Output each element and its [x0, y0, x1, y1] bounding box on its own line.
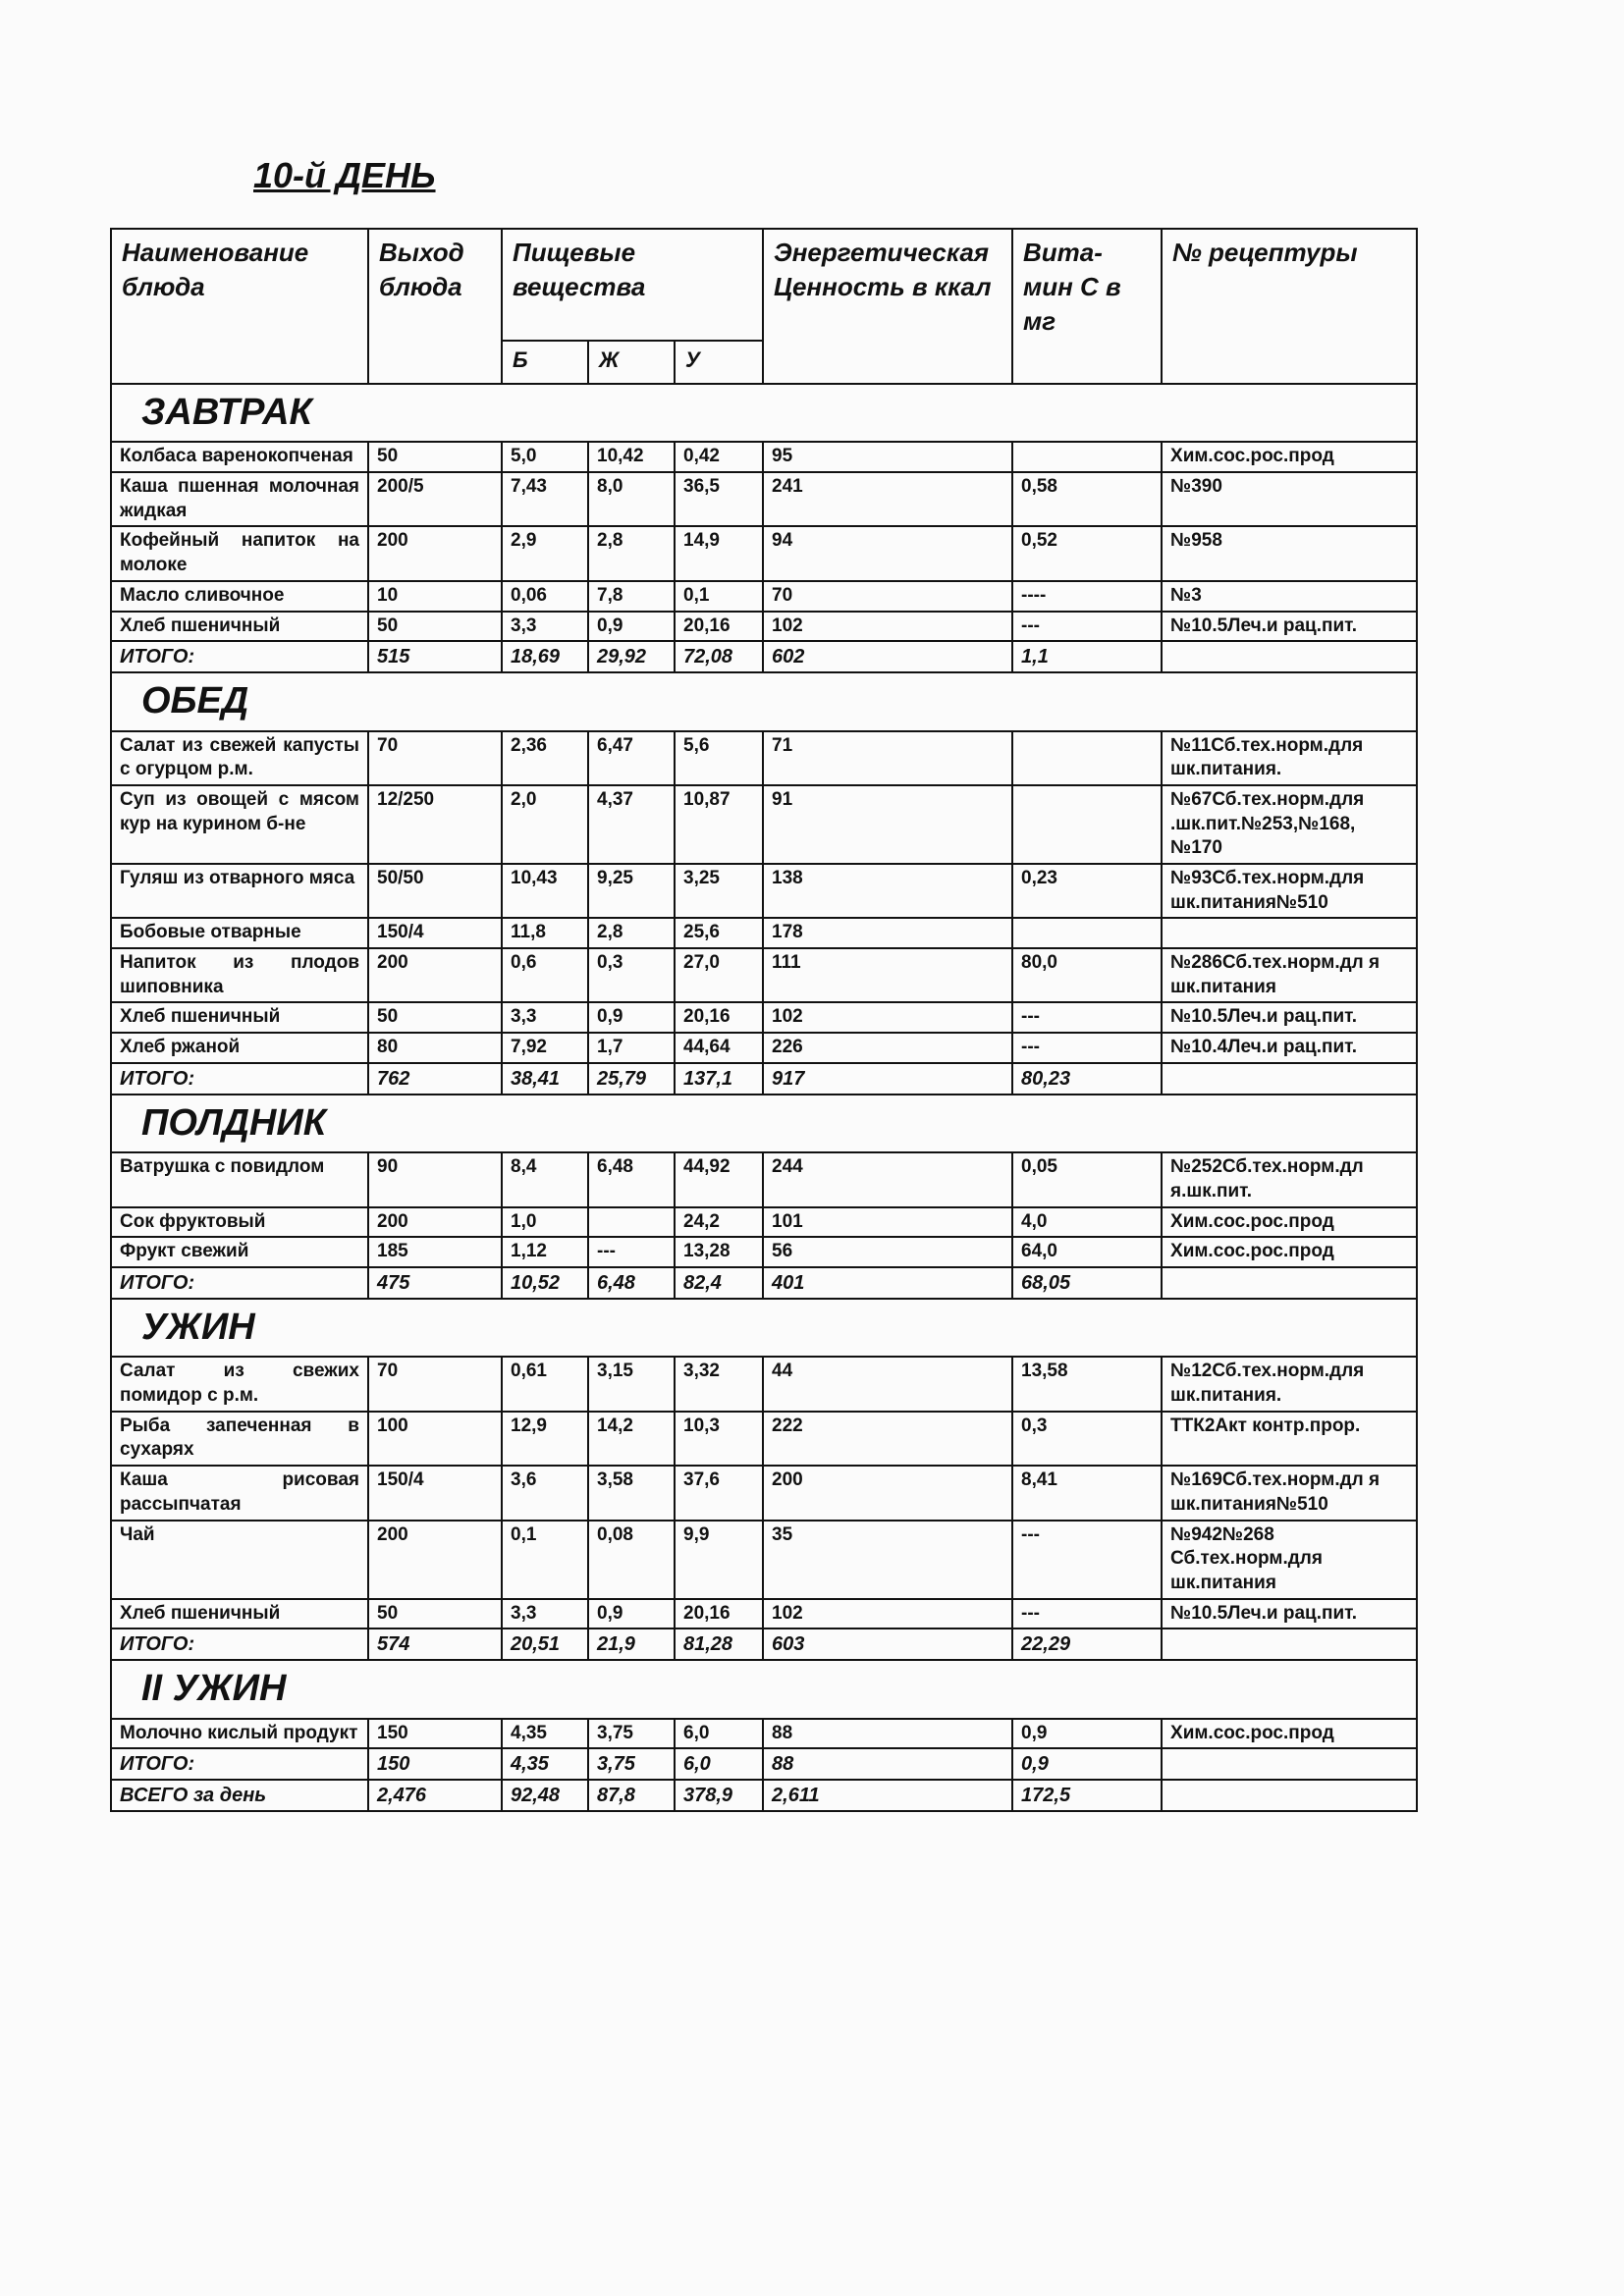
vitamin-c-value: ---: [1012, 1033, 1162, 1063]
dish-output: 50: [368, 612, 502, 642]
dish-output: 50: [368, 1599, 502, 1629]
protein-value: 0,61: [502, 1357, 588, 1411]
recipe-number: [1162, 1267, 1417, 1299]
protein-value: 3,3: [502, 1599, 588, 1629]
protein-value: 12,9: [502, 1412, 588, 1466]
carb-value: 24,2: [675, 1207, 763, 1238]
fat-value: 6,47: [588, 731, 675, 785]
dish-output: 50: [368, 1002, 502, 1033]
carb-value: 5,6: [675, 731, 763, 785]
recipe-number: [1162, 1063, 1417, 1095]
protein-value: 38,41: [502, 1063, 588, 1095]
protein-value: 7,92: [502, 1033, 588, 1063]
vitamin-c-value: 0,3: [1012, 1412, 1162, 1466]
table-row: [111, 731, 1417, 785]
fat-value: 0,3: [588, 948, 675, 1002]
fat-value: 87,8: [588, 1780, 675, 1811]
energy-value: 88: [763, 1719, 1012, 1749]
table-row: [111, 1237, 1417, 1267]
energy-value: 2,611: [763, 1780, 1012, 1811]
table-row: [111, 1719, 1417, 1749]
carb-value: 3,32: [675, 1357, 763, 1411]
carb-value: 10,3: [675, 1412, 763, 1466]
carb-value: 37,6: [675, 1466, 763, 1520]
vitamin-c-value: ---: [1012, 1002, 1162, 1033]
dish-name: Хлеб ржаной: [111, 1033, 368, 1063]
dish-output: 150: [368, 1719, 502, 1749]
dish-name: Хлеб пшеничный: [111, 612, 368, 642]
table-row: [111, 526, 1417, 580]
fat-value: 21,9: [588, 1629, 675, 1660]
dish-name: Салат из свежих помидор с р.м.: [111, 1357, 368, 1411]
grand-total-row: [111, 1780, 1417, 1811]
dish-name: Фрукт свежий: [111, 1237, 368, 1267]
energy-value: 95: [763, 442, 1012, 472]
table-row: [111, 1521, 1417, 1599]
energy-value: 71: [763, 731, 1012, 785]
table-row: [111, 1207, 1417, 1238]
total-row: [111, 1748, 1417, 1780]
menu-table: [110, 228, 1418, 1812]
energy-value: 94: [763, 526, 1012, 580]
fat-value: 3,15: [588, 1357, 675, 1411]
header-nutrients: Пищевые вещества: [502, 229, 763, 341]
vitamin-c-value: [1012, 442, 1162, 472]
energy-value: 91: [763, 785, 1012, 864]
table-row: [111, 1412, 1417, 1466]
dish-name: Суп из овощей с мясом кур на курином б-не: [111, 785, 368, 864]
fat-value: 25,79: [588, 1063, 675, 1095]
section-title: ОБЕД: [111, 672, 1417, 730]
energy-value: 917: [763, 1063, 1012, 1095]
recipe-number: №10.4Леч.и рац.пит.: [1162, 1033, 1417, 1063]
protein-value: 11,8: [502, 918, 588, 948]
header-output: Выход блюда: [368, 229, 502, 384]
vitamin-c-value: ---: [1012, 1599, 1162, 1629]
carb-value: 20,16: [675, 612, 763, 642]
table-row: [111, 1357, 1417, 1411]
dish-output: 90: [368, 1152, 502, 1206]
dish-output: 475: [368, 1267, 502, 1299]
header-energy: Энергетическая Ценность в ккал: [763, 229, 1012, 384]
recipe-number: №3: [1162, 581, 1417, 612]
energy-value: 35: [763, 1521, 1012, 1599]
recipe-number: №12Сб.тех.норм.для шк.питания.: [1162, 1357, 1417, 1411]
dish-name: ИТОГО:: [111, 1629, 368, 1660]
recipe-number: ТТК2Акт контр.прор.: [1162, 1412, 1417, 1466]
total-row: [111, 1267, 1417, 1299]
recipe-number: №286Сб.тех.норм.дл я шк.питания: [1162, 948, 1417, 1002]
energy-value: 88: [763, 1748, 1012, 1780]
recipe-number: Хим.сос.рос.прод: [1162, 1207, 1417, 1238]
recipe-number: Хим.сос.рос.прод: [1162, 1719, 1417, 1749]
recipe-number: №252Сб.тех.норм.дл я.шк.пит.: [1162, 1152, 1417, 1206]
carb-value: 10,87: [675, 785, 763, 864]
header-u: У: [675, 341, 763, 384]
recipe-number: №67Сб.тех.норм.для .шк.пит.№253,№168, №170: [1162, 785, 1417, 864]
carb-value: 20,16: [675, 1599, 763, 1629]
dish-output: 70: [368, 1357, 502, 1411]
table-row: [111, 918, 1417, 948]
vitamin-c-value: 22,29: [1012, 1629, 1162, 1660]
energy-value: 602: [763, 641, 1012, 672]
carb-value: 0,1: [675, 581, 763, 612]
protein-value: 5,0: [502, 442, 588, 472]
dish-output: 10: [368, 581, 502, 612]
vitamin-c-value: 8,41: [1012, 1466, 1162, 1520]
energy-value: 102: [763, 1599, 1012, 1629]
dish-output: 80: [368, 1033, 502, 1063]
fat-value: 2,8: [588, 526, 675, 580]
header-zh: Ж: [588, 341, 675, 384]
fat-value: 14,2: [588, 1412, 675, 1466]
energy-value: 44: [763, 1357, 1012, 1411]
vitamin-c-value: 0,9: [1012, 1719, 1162, 1749]
fat-value: 3,75: [588, 1719, 675, 1749]
dish-name: ИТОГО:: [111, 1267, 368, 1299]
protein-value: 0,06: [502, 581, 588, 612]
dish-name: Каша пшенная молочная жидкая: [111, 472, 368, 526]
table-row: [111, 1033, 1417, 1063]
fat-value: 0,08: [588, 1521, 675, 1599]
dish-name: Молочно кислый продукт: [111, 1719, 368, 1749]
carb-value: 137,1: [675, 1063, 763, 1095]
carb-value: 0,42: [675, 442, 763, 472]
fat-value: 9,25: [588, 864, 675, 918]
fat-value: 3,58: [588, 1466, 675, 1520]
carb-value: 20,16: [675, 1002, 763, 1033]
recipe-number: №10.5Леч.и рац.пит.: [1162, 1002, 1417, 1033]
dish-name: ИТОГО:: [111, 641, 368, 672]
fat-value: 7,8: [588, 581, 675, 612]
vitamin-c-value: ----: [1012, 581, 1162, 612]
dish-output: 515: [368, 641, 502, 672]
section-header-row: [111, 672, 1417, 730]
table-row: [111, 612, 1417, 642]
vitamin-c-value: 68,05: [1012, 1267, 1162, 1299]
dish-name: Салат из свежей капусты с огурцом р.м.: [111, 731, 368, 785]
vitamin-c-value: ---: [1012, 612, 1162, 642]
section-header-row: [111, 1095, 1417, 1152]
section-header-row: [111, 1299, 1417, 1357]
dish-output: 50/50: [368, 864, 502, 918]
fat-value: 0,9: [588, 612, 675, 642]
recipe-number: №942№268 Сб.тех.норм.для шк.питания: [1162, 1521, 1417, 1599]
dish-output: 185: [368, 1237, 502, 1267]
dish-name: Напиток из плодов шиповника: [111, 948, 368, 1002]
vitamin-c-value: ---: [1012, 1521, 1162, 1599]
recipe-number: [1162, 918, 1417, 948]
dish-output: 200: [368, 1207, 502, 1238]
energy-value: 603: [763, 1629, 1012, 1660]
vitamin-c-value: 0,52: [1012, 526, 1162, 580]
fat-value: ---: [588, 1237, 675, 1267]
energy-value: 244: [763, 1152, 1012, 1206]
carb-value: 14,9: [675, 526, 763, 580]
fat-value: 6,48: [588, 1267, 675, 1299]
carb-value: 9,9: [675, 1521, 763, 1599]
vitamin-c-value: [1012, 918, 1162, 948]
table-row: [111, 948, 1417, 1002]
protein-value: 0,1: [502, 1521, 588, 1599]
carb-value: 6,0: [675, 1748, 763, 1780]
table-row: [111, 581, 1417, 612]
protein-value: 3,6: [502, 1466, 588, 1520]
energy-value: 401: [763, 1267, 1012, 1299]
header-vitamin: Вита-мин С в мг: [1012, 229, 1162, 384]
dish-name: Хлеб пшеничный: [111, 1599, 368, 1629]
vitamin-c-value: 64,0: [1012, 1237, 1162, 1267]
recipe-number: [1162, 1629, 1417, 1660]
protein-value: 10,43: [502, 864, 588, 918]
carb-value: 6,0: [675, 1719, 763, 1749]
energy-value: 241: [763, 472, 1012, 526]
protein-value: 2,0: [502, 785, 588, 864]
section-title: ПОЛДНИК: [111, 1095, 1417, 1152]
dish-output: 2,476: [368, 1780, 502, 1811]
table-row: [111, 1599, 1417, 1629]
energy-value: 226: [763, 1033, 1012, 1063]
dish-name: ИТОГО:: [111, 1748, 368, 1780]
protein-value: 20,51: [502, 1629, 588, 1660]
section-title: УЖИН: [111, 1299, 1417, 1357]
total-row: [111, 641, 1417, 672]
dish-name: Каша рисовая рассыпчатая: [111, 1466, 368, 1520]
dish-name: Бобовые отварные: [111, 918, 368, 948]
vitamin-c-value: 80,23: [1012, 1063, 1162, 1095]
fat-value: 10,42: [588, 442, 675, 472]
protein-value: 4,35: [502, 1719, 588, 1749]
dish-output: 200: [368, 1521, 502, 1599]
protein-value: 3,3: [502, 612, 588, 642]
header-name: Наименование блюда: [111, 229, 368, 384]
section-header-row: [111, 384, 1417, 442]
fat-value: [588, 1207, 675, 1238]
protein-value: 3,3: [502, 1002, 588, 1033]
recipe-number: Хим.сос.рос.прод: [1162, 442, 1417, 472]
dish-output: 200: [368, 526, 502, 580]
dish-output: 50: [368, 442, 502, 472]
table-row: [111, 1466, 1417, 1520]
dish-name: Сок фруктовый: [111, 1207, 368, 1238]
fat-value: 2,8: [588, 918, 675, 948]
section-title: II УЖИН: [111, 1660, 1417, 1718]
vitamin-c-value: 4,0: [1012, 1207, 1162, 1238]
recipe-number: [1162, 641, 1417, 672]
dish-name: ВСЕГО за день: [111, 1780, 368, 1811]
dish-output: 762: [368, 1063, 502, 1095]
vitamin-c-value: 13,58: [1012, 1357, 1162, 1411]
vitamin-c-value: 0,23: [1012, 864, 1162, 918]
dish-name: Чай: [111, 1521, 368, 1599]
protein-value: 8,4: [502, 1152, 588, 1206]
fat-value: 0,9: [588, 1002, 675, 1033]
carb-value: 27,0: [675, 948, 763, 1002]
total-row: [111, 1629, 1417, 1660]
energy-value: 138: [763, 864, 1012, 918]
dish-output: 200: [368, 948, 502, 1002]
dish-output: 574: [368, 1629, 502, 1660]
carb-value: 81,28: [675, 1629, 763, 1660]
recipe-number: [1162, 1780, 1417, 1811]
protein-value: 10,52: [502, 1267, 588, 1299]
carb-value: 378,9: [675, 1780, 763, 1811]
protein-value: 1,12: [502, 1237, 588, 1267]
protein-value: 4,35: [502, 1748, 588, 1780]
energy-value: 70: [763, 581, 1012, 612]
dish-name: ИТОГО:: [111, 1063, 368, 1095]
table-row: [111, 472, 1417, 526]
energy-value: 102: [763, 1002, 1012, 1033]
vitamin-c-value: 0,58: [1012, 472, 1162, 526]
fat-value: 0,9: [588, 1599, 675, 1629]
dish-output: 150: [368, 1748, 502, 1780]
carb-value: 72,08: [675, 641, 763, 672]
recipe-number: №10.5Леч.и рац.пит.: [1162, 1599, 1417, 1629]
carb-value: 13,28: [675, 1237, 763, 1267]
dish-name: Рыба запеченная в сухарях: [111, 1412, 368, 1466]
table-row: [111, 785, 1417, 864]
protein-value: 18,69: [502, 641, 588, 672]
dish-output: 150/4: [368, 918, 502, 948]
menu-body: [111, 384, 1417, 1811]
energy-value: 200: [763, 1466, 1012, 1520]
recipe-number: №93Сб.тех.норм.для шк.питания№510: [1162, 864, 1417, 918]
energy-value: 56: [763, 1237, 1012, 1267]
dish-name: Ватрушка с повидлом: [111, 1152, 368, 1206]
total-row: [111, 1063, 1417, 1095]
carb-value: 44,64: [675, 1033, 763, 1063]
recipe-number: [1162, 1748, 1417, 1780]
page-title: 10-й ДЕНЬ: [253, 155, 436, 195]
dish-name: Масло сливочное: [111, 581, 368, 612]
section-title: ЗАВТРАК: [111, 384, 1417, 442]
dish-name: Хлеб пшеничный: [111, 1002, 368, 1033]
fat-value: 1,7: [588, 1033, 675, 1063]
energy-value: 111: [763, 948, 1012, 1002]
recipe-number: №958: [1162, 526, 1417, 580]
vitamin-c-value: 1,1: [1012, 641, 1162, 672]
protein-value: 7,43: [502, 472, 588, 526]
recipe-number: №390: [1162, 472, 1417, 526]
vitamin-c-value: [1012, 785, 1162, 864]
recipe-number: Хим.сос.рос.прод: [1162, 1237, 1417, 1267]
header-recipe: № рецептуры: [1162, 229, 1417, 384]
dish-output: 12/250: [368, 785, 502, 864]
table-row: [111, 864, 1417, 918]
table-row: [111, 1002, 1417, 1033]
dish-name: Гуляш из отварного мяса: [111, 864, 368, 918]
protein-value: 92,48: [502, 1780, 588, 1811]
dish-output: 100: [368, 1412, 502, 1466]
carb-value: 82,4: [675, 1267, 763, 1299]
protein-value: 2,36: [502, 731, 588, 785]
carb-value: 25,6: [675, 918, 763, 948]
carb-value: 44,92: [675, 1152, 763, 1206]
energy-value: 222: [763, 1412, 1012, 1466]
recipe-number: №11Сб.тех.норм.для шк.питания.: [1162, 731, 1417, 785]
protein-value: 1,0: [502, 1207, 588, 1238]
dish-output: 70: [368, 731, 502, 785]
header-b: Б: [502, 341, 588, 384]
dish-output: 200/5: [368, 472, 502, 526]
fat-value: 6,48: [588, 1152, 675, 1206]
energy-value: 101: [763, 1207, 1012, 1238]
dish-output: 150/4: [368, 1466, 502, 1520]
carb-value: 36,5: [675, 472, 763, 526]
vitamin-c-value: 172,5: [1012, 1780, 1162, 1811]
vitamin-c-value: 0,05: [1012, 1152, 1162, 1206]
protein-value: 0,6: [502, 948, 588, 1002]
vitamin-c-value: 0,9: [1012, 1748, 1162, 1780]
vitamin-c-value: 80,0: [1012, 948, 1162, 1002]
carb-value: 3,25: [675, 864, 763, 918]
fat-value: 8,0: [588, 472, 675, 526]
protein-value: 2,9: [502, 526, 588, 580]
dish-name: Колбаса варенокопченая: [111, 442, 368, 472]
table-row: [111, 442, 1417, 472]
dish-name: Кофейный напиток на молоке: [111, 526, 368, 580]
fat-value: 3,75: [588, 1748, 675, 1780]
fat-value: 4,37: [588, 785, 675, 864]
energy-value: 102: [763, 612, 1012, 642]
recipe-number: №10.5Леч.и рац.пит.: [1162, 612, 1417, 642]
energy-value: 178: [763, 918, 1012, 948]
recipe-number: №169Сб.тех.норм.дл я шк.питания№510: [1162, 1466, 1417, 1520]
table-row: [111, 1152, 1417, 1206]
fat-value: 29,92: [588, 641, 675, 672]
vitamin-c-value: [1012, 731, 1162, 785]
section-header-row: [111, 1660, 1417, 1718]
